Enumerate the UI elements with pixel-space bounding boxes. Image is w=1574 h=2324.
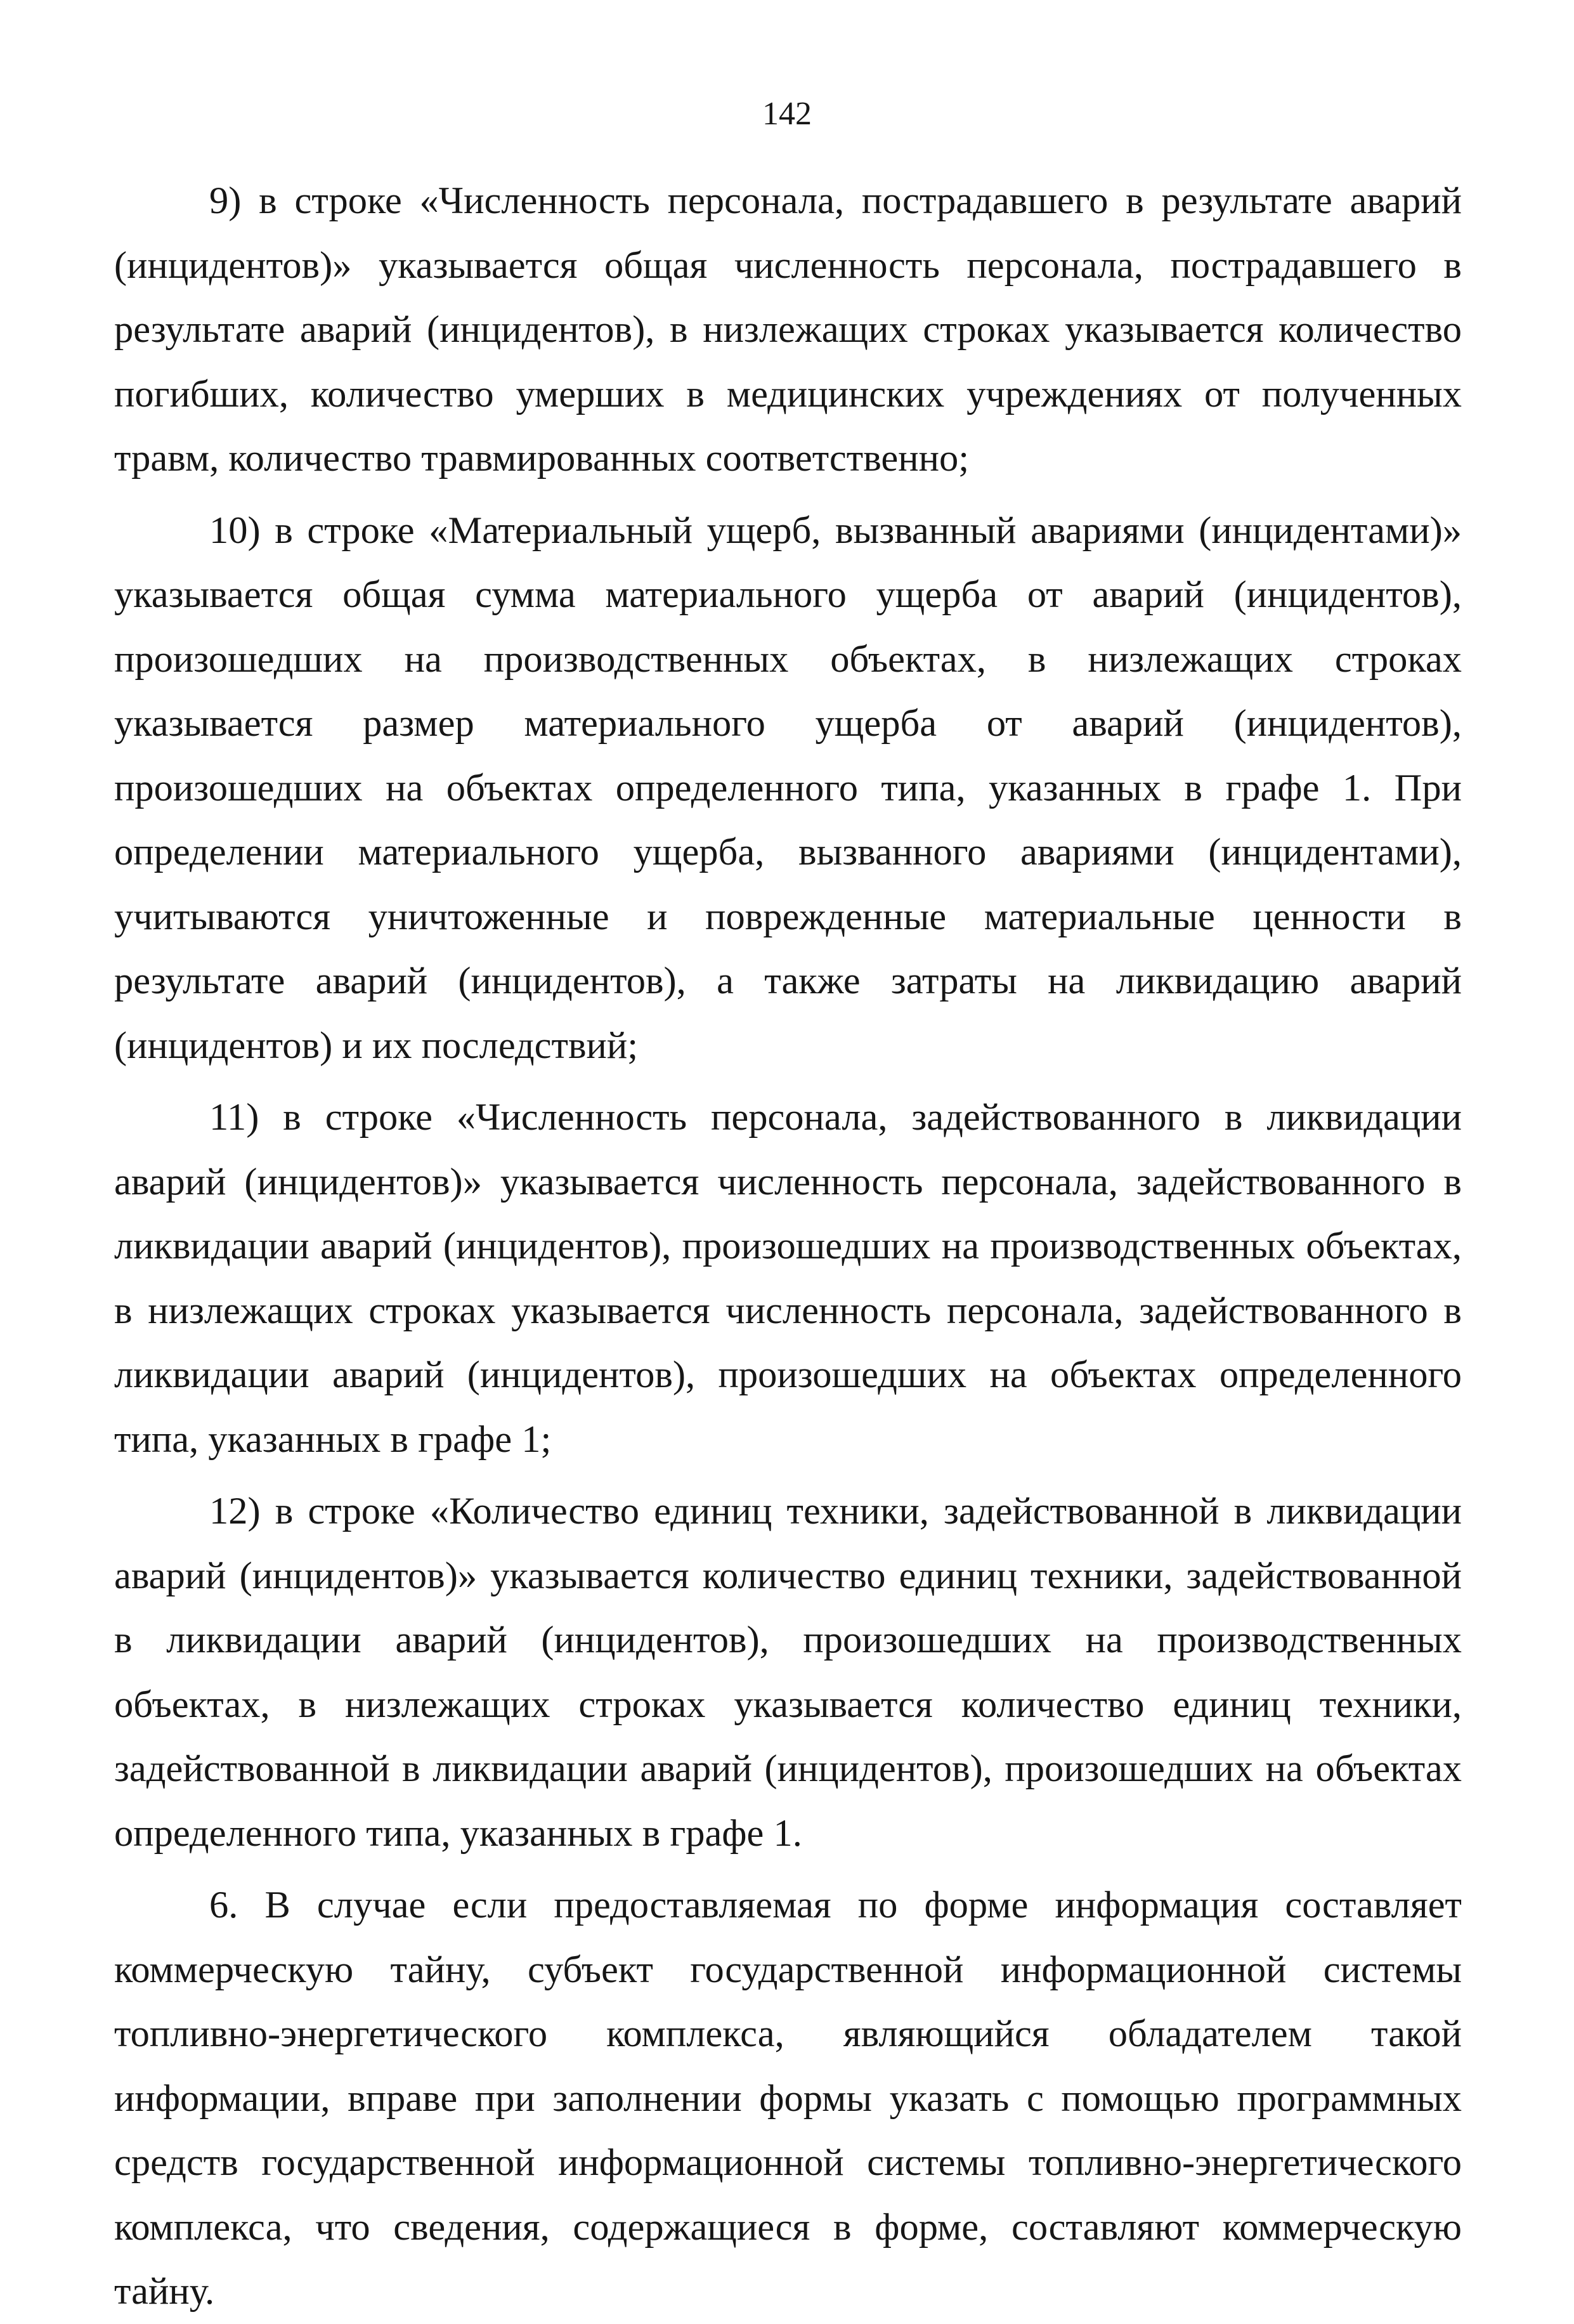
paragraph-item-10: 10) в строке «Материальный ущерб, вызванный авариями (инцидентами)» указывается общая сумма материального ущерба от аварий (инцидентов), произошедших на производственных объектах, в низлежащих строках указывается размер материального ущерба от аварий (инцидентов), произошедших на объектах определенного типа, указанных в графе 1. При определении материального ущерба, вызванного авариями (инцидентами), учитываются уничтоженные и поврежденные материальные ценности в результате аварий (инцидентов), а также затраты на ликвидацию аварий (инцидентов) и их последствий; bbox=[114, 509, 1462, 1067]
paragraph-item-12: 12) в строке «Количество единиц техники, задействованной в ликвидации аварий (инцидентов)» указывается количество единиц техники, задействованной в ликвидации аварий (инцидентов), произошедших на производственных объектах, в низлежащих строках указывается количество единиц техники, задействованной в ликвидации аварий (инцидентов), произошедших на объектах определенного типа, указанных в графе 1. bbox=[114, 1490, 1462, 1855]
document-body bbox=[114, 169, 1462, 2324]
paragraph-item-11: 11) в строке «Численность персонала, задействованного в ликвидации аварий (инцидентов)» указывается численность персонала, задействованного в ликвидации аварий (инцидентов), произошедших на производственных объектах, в низлежащих строках указывается численность персонала, задействованного в ликвидации аварий (инцидентов), произошедших на объектах определенного типа, указанных в графе 1; bbox=[114, 1096, 1462, 1461]
page-number: 142 bbox=[762, 96, 812, 132]
paragraph-item-9: 9) в строке «Численность персонала, пострадавшего в результате аварий (инцидентов)» указывается общая численность персонала, пострадавшего в результате аварий (инцидентов), в низлежащих строках указывается количество погибших, количество умерших в медицинских учреждениях от полученных травм, количество травмированных соответственно; bbox=[114, 180, 1462, 480]
paragraph-section-6: 6. В случае если предоставляемая по форме информация составляет коммерческую тайну, субъект государственной информационной системы топливно-энергетического комплекса, являющийся обладателем такой информации, вправе при заполнении формы указать с помощью программных средств государственной информационной системы топливно-энергетического комплекса, что сведения, содержащиеся в форме, составляют коммерческую тайну. bbox=[114, 1884, 1462, 2313]
